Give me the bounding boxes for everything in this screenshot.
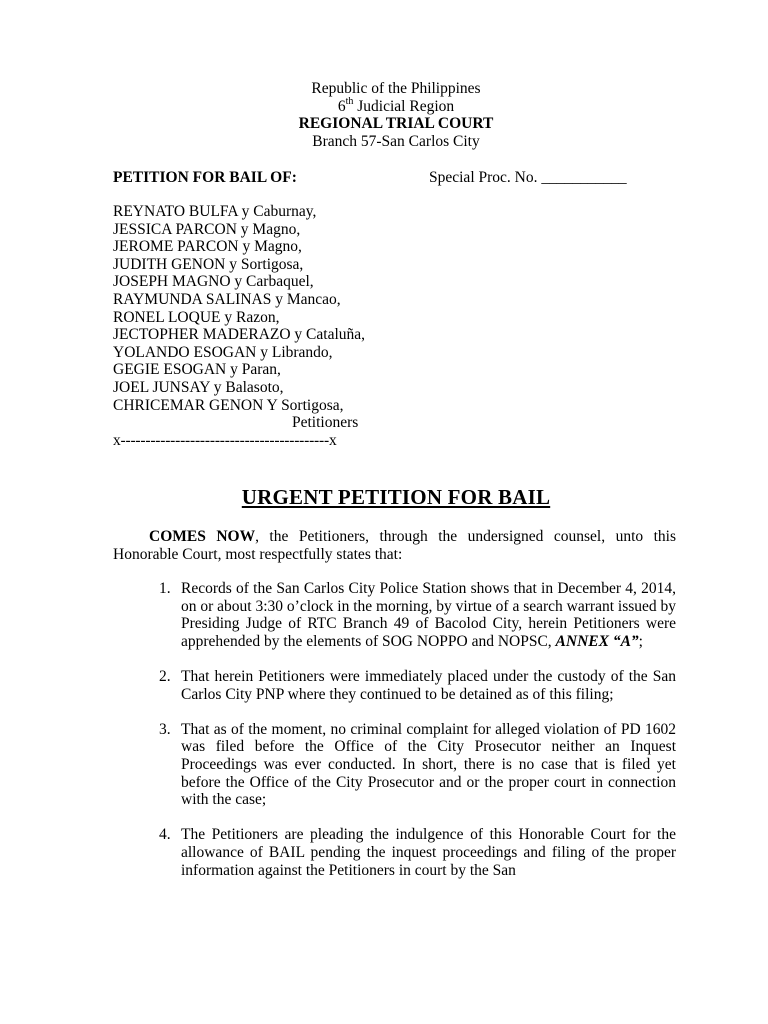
caption-separator: x------------------------------------------x bbox=[113, 432, 337, 449]
allegation-number: 2. bbox=[159, 667, 171, 685]
allegation-number: 4. bbox=[159, 826, 171, 844]
allegation-number: 3. bbox=[159, 720, 171, 738]
allegation-item bbox=[113, 826, 676, 879]
party-name: JOEL JUNSAY y Balasoto, bbox=[113, 378, 284, 396]
caption-special-proc: Special Proc. No. ___________ bbox=[429, 169, 627, 186]
party-name: JEROME PARCON y Magno, bbox=[113, 238, 302, 256]
document-title: URGENT PETITION FOR BAIL bbox=[241, 485, 551, 509]
allegation-text: That as of the moment, no criminal complaint for alleged violation of PD 1602 was filed before the Office of the City Prosecutor neither an Inquest Proceedings was ever conducted. In short, there is no case that is filed yet before the Office of the City Prosecutor and or the proper court in connection with the case; bbox=[181, 720, 676, 809]
intro-paragraph bbox=[113, 528, 676, 563]
allegation-item bbox=[113, 580, 676, 650]
party-name: JECTOPHER MADERAZO y Cataluña, bbox=[113, 326, 366, 344]
allegation-number: 1. bbox=[159, 580, 171, 597]
allegation-item bbox=[113, 668, 676, 703]
court-header bbox=[0, 80, 768, 150]
party-name: RONEL LOQUE y Razon, bbox=[113, 308, 280, 326]
allegation-text: That herein Petitioners were immediately placed under the custody of the San Carlos City PNP where they continued to be detained as of this filing; bbox=[181, 667, 676, 703]
header-region-label: Judicial Region bbox=[353, 97, 455, 115]
header-region-ordinal: th bbox=[345, 95, 354, 107]
party-name: GEGIE ESOGAN y Paran, bbox=[113, 361, 281, 379]
party-name: REYNATO BULFA y Caburnay, bbox=[113, 203, 317, 220]
allegation-text: The Petitioners are pleading the indulgence of this Honorable Court for the allowance of BAIL pending the inquest proceedings and filing of the proper information against the Petitioners in court by the San bbox=[181, 826, 676, 879]
party-name: JESSICA PARCON y Magno, bbox=[113, 220, 301, 238]
header-republic: Republic of the Philippines bbox=[311, 80, 481, 97]
allegation-item bbox=[113, 721, 676, 809]
party-list bbox=[113, 203, 513, 414]
header-region-number: 6 bbox=[337, 97, 346, 115]
party-name: YOLANDO ESOGAN y Librando, bbox=[113, 343, 333, 361]
annex-reference: ANNEX “A” bbox=[555, 632, 639, 650]
allegation-text: Records of the San Carlos City Police Station shows that in December 4, 2014, on or about 3:30 o’clock in the morning, by virtue of a search warrant issued by Presiding Judge of RTC Branch 49 of Bacolod City, herein Petitioners were apprehended by the elements of SOG NOPPO and NOPSC, bbox=[181, 580, 677, 650]
petitioners-label: Petitioners bbox=[292, 414, 359, 431]
intro-lead: COMES NOW bbox=[149, 528, 256, 545]
header-branch: Branch 57-San Carlos City bbox=[312, 132, 480, 150]
party-name: JOSEPH MAGNO y Carbaquel, bbox=[113, 273, 314, 291]
party-name: CHRICEMAR GENON Y Sortigosa, bbox=[113, 396, 344, 414]
caption-petition-label: PETITION FOR BAIL OF: bbox=[113, 169, 297, 186]
header-judicial-region bbox=[0, 95, 768, 116]
party-name: RAYMUNDA SALINAS y Mancao, bbox=[113, 290, 341, 308]
numbered-allegations bbox=[113, 580, 676, 897]
intro-text: , the Petitioners, through the undersigned counsel, unto this Honorable Court, most respectfully states that: bbox=[113, 528, 676, 563]
allegation-tail: ; bbox=[638, 632, 643, 650]
case-caption bbox=[113, 169, 673, 187]
header-court-name: REGIONAL TRIAL COURT bbox=[298, 115, 494, 133]
party-name: JUDITH GENON y Sortigosa, bbox=[113, 255, 304, 273]
